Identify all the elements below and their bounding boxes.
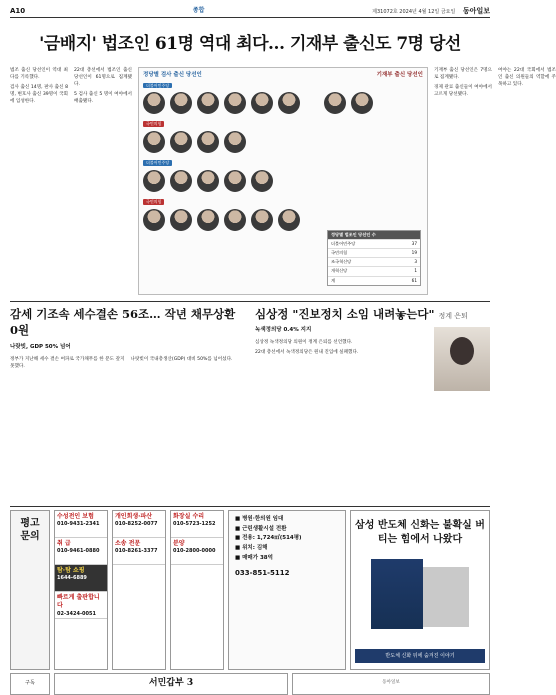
portrait	[351, 92, 373, 114]
party-count-table: 정당별 법조인 당선인 수 더불어민주당 37 국민의힘 19 조국혁신당 3 개혁신당 1 계 61	[327, 230, 421, 286]
page-number: A10	[10, 7, 26, 16]
body-col-1: 법조 출신 당선인이 역대 최다를 기록했다. 검사 출신 14명, 판사 출신 8명, 변호사 출신 39명이 국회에 입성한다.	[10, 67, 68, 105]
ad-inquiry[interactable]: 평고 문의	[10, 510, 50, 670]
infographic	[138, 67, 428, 295]
portrait	[224, 209, 246, 231]
body-col-2: 22대 총선에서 법조인 출신 당선인이 61명으로 집계됐다. 5 검사 출신 5 명이 여야에서 배출됐다.	[74, 67, 132, 105]
portrait-row	[143, 131, 423, 153]
book-cover	[371, 559, 423, 629]
portrait	[143, 92, 165, 114]
portrait	[278, 209, 300, 231]
page-header	[10, 6, 490, 18]
portrait	[170, 170, 192, 192]
party-tag: 더불어민주당	[143, 83, 172, 89]
headline-1: '금배지' 법조인 61명 역대 최다… 기재부 출신도 7명 당선	[39, 34, 461, 54]
section-label: 종합	[192, 7, 205, 15]
headline-3: 심상정 "진보정치 소임 내려놓는다" 정계 은퇴	[255, 306, 468, 321]
story-sim: 심상정 "진보정치 소임 내려놓는다" 정계 은퇴 녹색정의당 0.4% 지지 심상정 녹색정의당 의원이 정계 은퇴를 선언했다. 22대 총선에서 녹색정의당은 원내 진입에 실패했다.	[255, 306, 490, 506]
story-tax: 감세 기조속 세수결손 56조… 작년 채무상환 0원 나랏빚, GDP 50% 넘어 정부가 지난해 세수 결손 여파로 국가채무를 한 푼도 갚지 못했다. 나랏빚이 국내총생산(GDP) 대비 50%를 넘어섰다.	[10, 306, 245, 506]
ad-classified-2[interactable]: 개인회생·파산 010-8252-0077 소송 전문 010-8261-3377	[112, 510, 166, 670]
body-col-5: 여야는 22대 국회에서 법조인 출신 의원들의 역할에 주목하고 있다.	[498, 67, 556, 87]
portrait	[324, 92, 346, 114]
portrait	[251, 209, 273, 231]
ad-subscribe[interactable]: 구독	[10, 673, 50, 695]
headline-2: 감세 기조속 세수결손 56조… 작년 채무상환 0원	[10, 306, 236, 338]
portrait	[224, 131, 246, 153]
party-tag: 국민의힘	[143, 199, 164, 205]
portrait-row	[143, 92, 423, 114]
ad-book[interactable]: 삼성 반도체 신화는 불확실 버티는 힘에서 나왔다 반도체 신화 뒤에 숨겨진 이야기	[350, 510, 490, 670]
portrait-photo	[434, 327, 490, 391]
portrait	[251, 92, 273, 114]
party-tag: 국민의힘	[143, 121, 164, 127]
party-tag: 더불어민주당	[143, 160, 172, 166]
portrait	[143, 209, 165, 231]
subhead: 녹색정의당 0.4% 지지	[255, 327, 312, 334]
portrait	[197, 209, 219, 231]
portrait	[251, 170, 273, 192]
portrait	[197, 170, 219, 192]
subhead: 나랏빚, GDP 50% 넘어	[10, 343, 71, 350]
table-row: 개혁신당 1	[328, 266, 420, 275]
top-story	[10, 67, 556, 295]
portrait	[143, 170, 165, 192]
portrait	[197, 131, 219, 153]
brand-name: 동아일보	[462, 6, 490, 16]
ad-banner[interactable]: 서민갑부 3	[54, 673, 288, 695]
portrait	[170, 131, 192, 153]
bottom-ads	[10, 673, 490, 695]
graphic-title-left: 정당별 검사 출신 당선인	[143, 71, 202, 78]
body-col-4: 기재부 출신 당선인은 7명으로 집계됐다. 경제 관료 출신들이 여야에서 고르게 당선됐다.	[434, 67, 492, 97]
portrait-row	[143, 209, 423, 231]
graphic-title-right: 기재부 출신 당선인	[376, 71, 423, 78]
portrait	[224, 92, 246, 114]
ad-footer[interactable]: 동아일보	[292, 673, 490, 695]
portrait	[278, 92, 300, 114]
table-row: 계 61	[328, 276, 420, 285]
ad-phone: 033-851-5112	[235, 569, 290, 578]
portrait	[143, 131, 165, 153]
ad-section	[10, 506, 490, 670]
table-row: 조국혁신당 3	[328, 257, 420, 266]
mid-section	[10, 306, 490, 506]
ad-classified-3[interactable]: 화장실 수리 010-5723-1252 분양 010-2800-0000	[170, 510, 224, 670]
issue-date: 제31072호 2024년 4월 12일 금요일	[372, 9, 456, 16]
portrait	[170, 209, 192, 231]
ad-property[interactable]: ■ 병원·한의원 임대 ■ 근린생활시설 전환 ■ 전용: 1,724㎡(514평) ■ 위치: 김해 ■ 매매가 38억 033-851-5112	[228, 510, 346, 670]
ad-classified-1[interactable]: 수성전인 보험 010-9431-2341 취 급 010-9461-0880 탐·탐 쇼핑 1644-6889 빠르게 출판합니다 02-3424-0051	[54, 510, 108, 670]
portrait	[170, 92, 192, 114]
table-row: 국민의힘 19	[328, 248, 420, 257]
portrait-row	[143, 170, 423, 192]
table-row: 더불어민주당 37	[328, 239, 420, 248]
portrait	[224, 170, 246, 192]
portrait	[197, 92, 219, 114]
book-cover	[423, 567, 469, 627]
